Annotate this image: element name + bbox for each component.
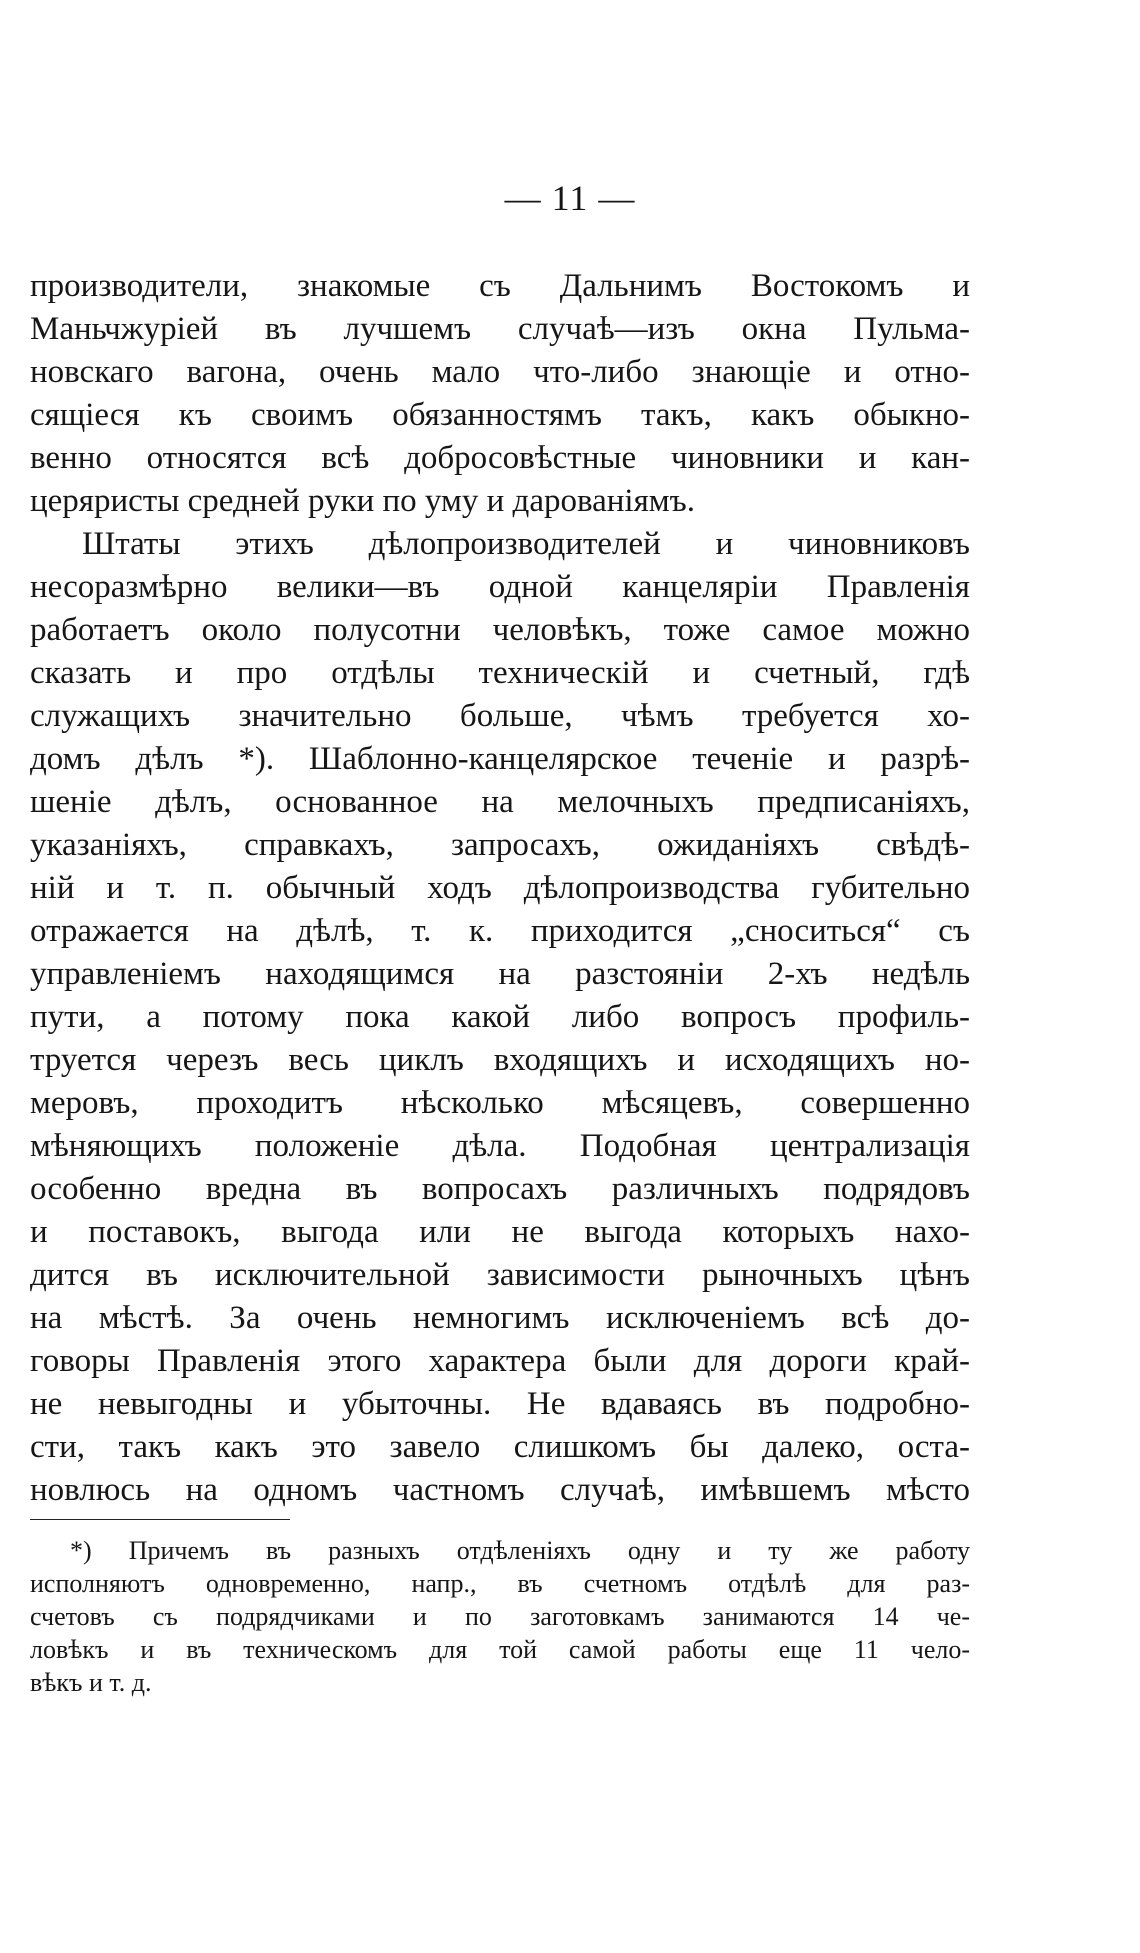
body-line: особенно вредна въ вопросахъ различныхъ подрядовъ xyxy=(30,1171,970,1207)
body-text xyxy=(30,265,970,1512)
body-line: отражается на дѣлѣ, т. к. приходится „сноситься“ съ xyxy=(30,913,970,949)
body-line: дится въ исключительной зависимости рыночныхъ цѣнъ xyxy=(30,1257,970,1293)
body-line: и поставокъ, выгода или не выгода которыхъ нахо- xyxy=(30,1214,970,1250)
body-line: церяристы средней руки по уму и дарованіямъ. xyxy=(30,483,695,519)
body-line: сти, такъ какъ это завело слишкомъ бы далеко, оста- xyxy=(30,1429,970,1465)
paragraph-first-line: Штаты этихъ дѣлопроизводителей и чиновниковъ xyxy=(82,526,970,562)
body-line: сящіеся къ своимъ обязанностямъ такъ, какъ обыкно- xyxy=(30,397,970,433)
footnote-divider xyxy=(30,1519,290,1520)
body-line: новлюсь на одномъ частномъ случаѣ, имѣвшемъ мѣсто xyxy=(30,1472,970,1508)
body-line: не невыгодны и убыточны. Не вдаваясь въ подробно- xyxy=(30,1386,970,1422)
footnote-line: исполняютъ одновременно, напр., въ счетномъ отдѣлѣ для раз- xyxy=(30,1569,970,1598)
body-line: говоры Правленія этого характера были для дороги край- xyxy=(30,1343,970,1379)
body-line: мѣняющихъ положеніе дѣла. Подобная централизація xyxy=(30,1128,970,1164)
body-line: управленіемъ находящимся на разстояніи 2-хъ недѣль xyxy=(30,956,970,992)
footnote-line: счетовъ съ подрядчиками и по заготовкамъ занимаются 14 че- xyxy=(30,1602,970,1631)
body-line: производители, знакомые съ Дальнимъ Востокомъ и xyxy=(30,268,970,304)
body-line: на мѣстѣ. За очень немногимъ исключеніемъ всѣ до- xyxy=(30,1300,970,1336)
body-line: труется черезъ весь циклъ входящихъ и исходящихъ но- xyxy=(30,1042,970,1078)
body-line: новскаго вагона, очень мало что-либо знающіе и отно- xyxy=(30,354,970,390)
body-line: указаніяхъ, справкахъ, запросахъ, ожиданіяхъ свѣдѣ- xyxy=(30,827,970,863)
footnote-line: *) Причемъ въ разныхъ отдѣленіяхъ одну и ту же работу xyxy=(70,1536,970,1565)
body-line: шеніе дѣлъ, основанное на мелочныхъ предписаніяхъ, xyxy=(30,784,970,820)
body-line: сказать и про отдѣлы техническій и счетный, гдѣ xyxy=(30,655,970,691)
body-line: домъ дѣлъ *). Шаблонно-канцелярское теченіе и разрѣ- xyxy=(30,741,970,777)
footnote xyxy=(30,1534,970,1699)
body-line: несоразмѣрно велики—въ одной канцеляріи Правленія xyxy=(30,569,970,605)
body-line: меровъ, проходитъ нѣсколько мѣсяцевъ, совершенно xyxy=(30,1085,970,1121)
body-line: служащихъ значительно больше, чѣмъ требуется хо- xyxy=(30,698,970,734)
footnote-line: ловѣкъ и въ техническомъ для той самой работы еще 11 чело- xyxy=(30,1635,970,1664)
body-line: Маньчжуріей въ лучшемъ случаѣ—изъ окна Пульма- xyxy=(30,311,970,347)
body-line: работаетъ около полусотни человѣкъ, тоже самое можно xyxy=(30,612,970,648)
page-number: — 11 — xyxy=(504,178,636,218)
body-line: венно относятся всѣ добросовѣстные чиновники и кан- xyxy=(30,440,970,476)
body-line: ній и т. п. обычный ходъ дѣлопроизводства губительно xyxy=(30,870,970,906)
footnote-line: вѣкъ и т. д. xyxy=(30,1668,152,1697)
body-line: пути, а потому пока какой либо вопросъ профиль- xyxy=(30,999,970,1035)
